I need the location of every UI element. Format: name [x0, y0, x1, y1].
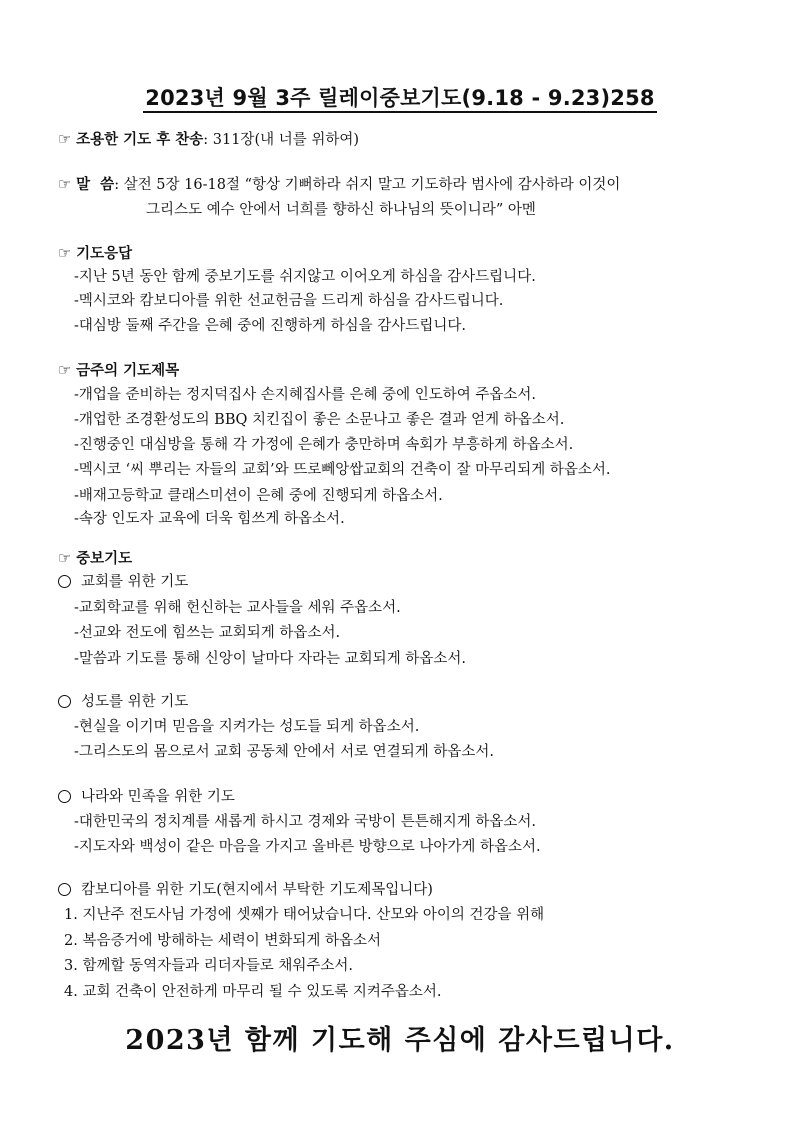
list-item: -진행중인 대심방을 통해 각 가정에 은혜가 충만하며 속회가 부흥하게 하옵소서. — [74, 437, 574, 453]
word-text-1: : 살전 5장 16-18절 “항상 기뻐하라 쉬지 말고 기도하라 범사에 감사하라 이것이 — [114, 177, 621, 193]
answers-title: 기도응답 — [76, 246, 133, 262]
word-line-2: 그리스도 예수 안에서 너희를 향하신 하나님의 뜻이니라” 아멘 — [146, 202, 536, 218]
circle-bullet-icon — [58, 790, 71, 803]
pointing-hand-icon: ☞ — [58, 361, 72, 379]
list-item: -배재고등학교 클래스미션이 은혜 중에 진행되게 하옵소서. — [74, 488, 443, 504]
list-item: -개업한 조경환성도의 BBQ 치킨집이 좋은 소문나고 좋은 결과 얻게 하옵소서. — [74, 412, 565, 428]
weekly-title: 금주의 기도제목 — [76, 363, 180, 379]
pointing-hand-icon: ☞ — [58, 130, 72, 148]
list-item: 1. 지난주 전도사님 가정에 셋째가 태어났습니다. 산모와 아이의 건강을 위해 — [64, 907, 545, 923]
list-item: -멕시코 ‘씨 뿌리는 자들의 교회’와 뜨로뻬앙쌉교회의 건축이 잘 마무리되게 하옵소서. — [74, 462, 611, 478]
nation-prayer-heading: 나라와 민족을 위한 기도 — [58, 788, 235, 806]
list-item: -대심방 둘째 주간을 은혜 중에 진행하게 하심을 감사드립니다. — [74, 318, 466, 334]
circle-bullet-icon — [58, 695, 71, 708]
pointing-hand-icon: ☞ — [58, 175, 72, 193]
cambodia-prayer-heading: 캄보디아를 위한 기도(현지에서 부탁한 기도제목입니다) — [58, 881, 433, 899]
list-item: -그리스도의 몸으로서 교회 공동체 안에서 서로 연결되게 하옵소서. — [74, 744, 494, 760]
hymn-label: 조용한 기도 후 찬송 — [76, 132, 204, 148]
intercession-heading — [58, 549, 132, 568]
page-title: 2023년 9월 3주 릴레이중보기도(9.18 - 9.23)258 — [0, 82, 800, 112]
list-item: 3. 함께할 동역자들과 리더자들로 채워주소서. — [64, 958, 354, 974]
circle-bullet-icon — [58, 883, 71, 896]
list-item: 4. 교회 건축이 안전하게 마무리 될 수 있도록 지켜주옵소서. — [64, 984, 442, 1000]
list-item: -선교와 전도에 힘쓰는 교회되게 하옵소서. — [74, 625, 341, 641]
church-prayer-heading: 교회를 위한 기도 — [58, 573, 188, 591]
list-item: -대한민국의 정치계를 새롭게 하시고 경제와 국방이 튼튼해지게 하옵소서. — [74, 814, 536, 830]
list-item: -지난 5년 동안 함께 중보기도를 쉬지않고 이어오게 하심을 감사드립니다. — [74, 269, 536, 285]
list-item: -교회학교를 위해 헌신하는 교사들을 세워 주옵소서. — [74, 600, 401, 616]
list-item: -멕시코와 캄보디아를 위한 선교헌금을 드리게 하심을 감사드립니다. — [74, 293, 504, 309]
pointing-hand-icon: ☞ — [58, 549, 72, 567]
list-item: -말씀과 기도를 통해 신앙이 날마다 자라는 교회되게 하옵소서. — [74, 651, 466, 667]
intercession-title: 중보기도 — [76, 551, 133, 567]
list-item: -개업을 준비하는 정지덕집사 손지혜집사를 은혜 중에 인도하여 주옵소서. — [74, 387, 536, 403]
list-item: -속장 인도자 교육에 더욱 힘쓰게 하옵소서. — [74, 511, 345, 527]
hymn-line — [58, 130, 359, 149]
weekly-heading — [58, 361, 179, 380]
thanks-footer: 2023년 함께 기도해 주심에 감사드립니다. — [125, 1025, 675, 1056]
list-item: 2. 복음증거에 방해하는 세력이 변화되게 하옵소서 — [64, 933, 382, 949]
pointing-hand-icon: ☞ — [58, 244, 72, 262]
hymn-text: : 311장(내 너를 위하여) — [203, 132, 360, 148]
answers-heading — [58, 244, 132, 263]
word-label: 말 씀 — [76, 177, 115, 193]
list-item: -현실을 이기며 믿음을 지켜가는 성도들 되게 하옵소서. — [74, 719, 420, 735]
list-item: -지도자와 백성이 같은 마음을 가지고 올바른 방향으로 나아가게 하옵소서. — [74, 839, 541, 855]
circle-bullet-icon — [58, 575, 71, 588]
word-line-1 — [58, 175, 620, 194]
saints-prayer-heading: 성도를 위한 기도 — [58, 693, 188, 711]
